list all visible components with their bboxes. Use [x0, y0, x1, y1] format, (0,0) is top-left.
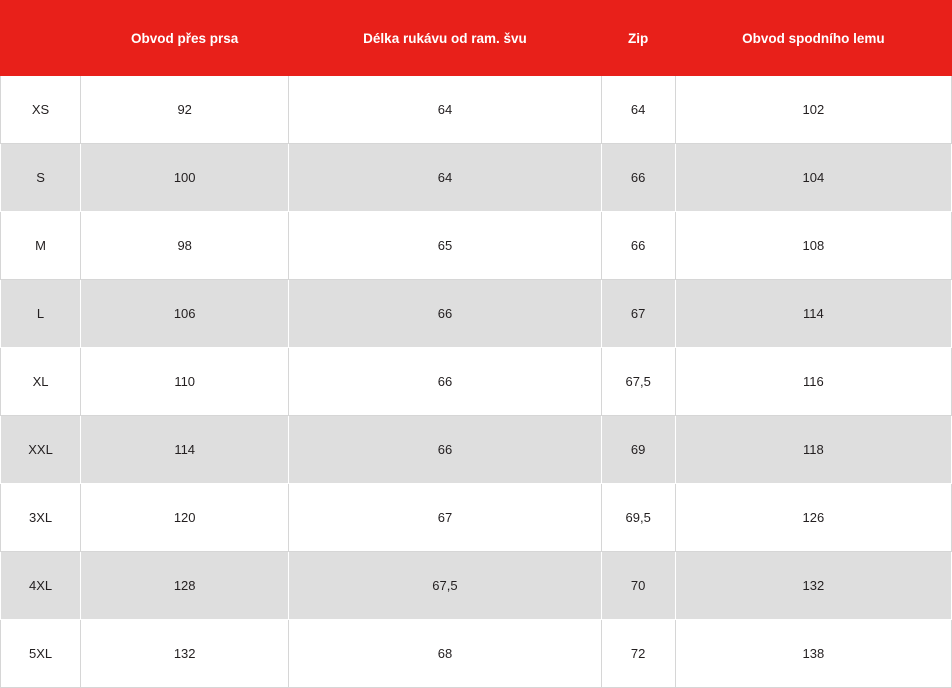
column-header-hem: Obvod spodního lemu	[675, 1, 951, 76]
cell-sleeve: 65	[289, 212, 601, 280]
cell-size: 3XL	[1, 484, 81, 552]
cell-zip: 64	[601, 76, 675, 144]
table-header	[1, 1, 952, 76]
cell-size: S	[1, 144, 81, 212]
cell-hem: 102	[675, 76, 951, 144]
cell-chest: 92	[81, 76, 289, 144]
cell-size: XXL	[1, 416, 81, 484]
cell-sleeve: 66	[289, 348, 601, 416]
table-body	[1, 76, 952, 688]
cell-chest: 100	[81, 144, 289, 212]
cell-hem: 132	[675, 552, 951, 620]
cell-sleeve: 66	[289, 280, 601, 348]
cell-sleeve: 67,5	[289, 552, 601, 620]
cell-sleeve: 68	[289, 620, 601, 688]
table-row	[1, 552, 952, 620]
table-row	[1, 144, 952, 212]
cell-chest: 98	[81, 212, 289, 280]
cell-hem: 116	[675, 348, 951, 416]
cell-hem: 138	[675, 620, 951, 688]
cell-sleeve: 66	[289, 416, 601, 484]
cell-size: 4XL	[1, 552, 81, 620]
cell-chest: 128	[81, 552, 289, 620]
cell-hem: 118	[675, 416, 951, 484]
column-header-zip: Zip	[601, 1, 675, 76]
table-row	[1, 280, 952, 348]
cell-chest: 106	[81, 280, 289, 348]
cell-chest: 114	[81, 416, 289, 484]
cell-sleeve: 64	[289, 144, 601, 212]
cell-zip: 69,5	[601, 484, 675, 552]
column-header-sleeve: Délka rukávu od ram. švu	[289, 1, 601, 76]
cell-size: M	[1, 212, 81, 280]
table-row	[1, 620, 952, 688]
cell-hem: 104	[675, 144, 951, 212]
cell-hem: 126	[675, 484, 951, 552]
cell-sleeve: 67	[289, 484, 601, 552]
cell-size: XL	[1, 348, 81, 416]
table-row	[1, 212, 952, 280]
cell-chest: 120	[81, 484, 289, 552]
table-row	[1, 416, 952, 484]
cell-size: XS	[1, 76, 81, 144]
table-row	[1, 484, 952, 552]
cell-chest: 132	[81, 620, 289, 688]
cell-hem: 108	[675, 212, 951, 280]
cell-zip: 70	[601, 552, 675, 620]
column-header-chest: Obvod přes prsa	[81, 1, 289, 76]
column-header-size	[1, 1, 81, 76]
cell-zip: 67,5	[601, 348, 675, 416]
cell-zip: 66	[601, 144, 675, 212]
header-row	[1, 1, 952, 76]
cell-zip: 72	[601, 620, 675, 688]
cell-zip: 67	[601, 280, 675, 348]
table-row	[1, 76, 952, 144]
cell-sleeve: 64	[289, 76, 601, 144]
cell-chest: 110	[81, 348, 289, 416]
cell-zip: 66	[601, 212, 675, 280]
cell-zip: 69	[601, 416, 675, 484]
table-row	[1, 348, 952, 416]
cell-size: 5XL	[1, 620, 81, 688]
cell-size: L	[1, 280, 81, 348]
cell-hem: 114	[675, 280, 951, 348]
